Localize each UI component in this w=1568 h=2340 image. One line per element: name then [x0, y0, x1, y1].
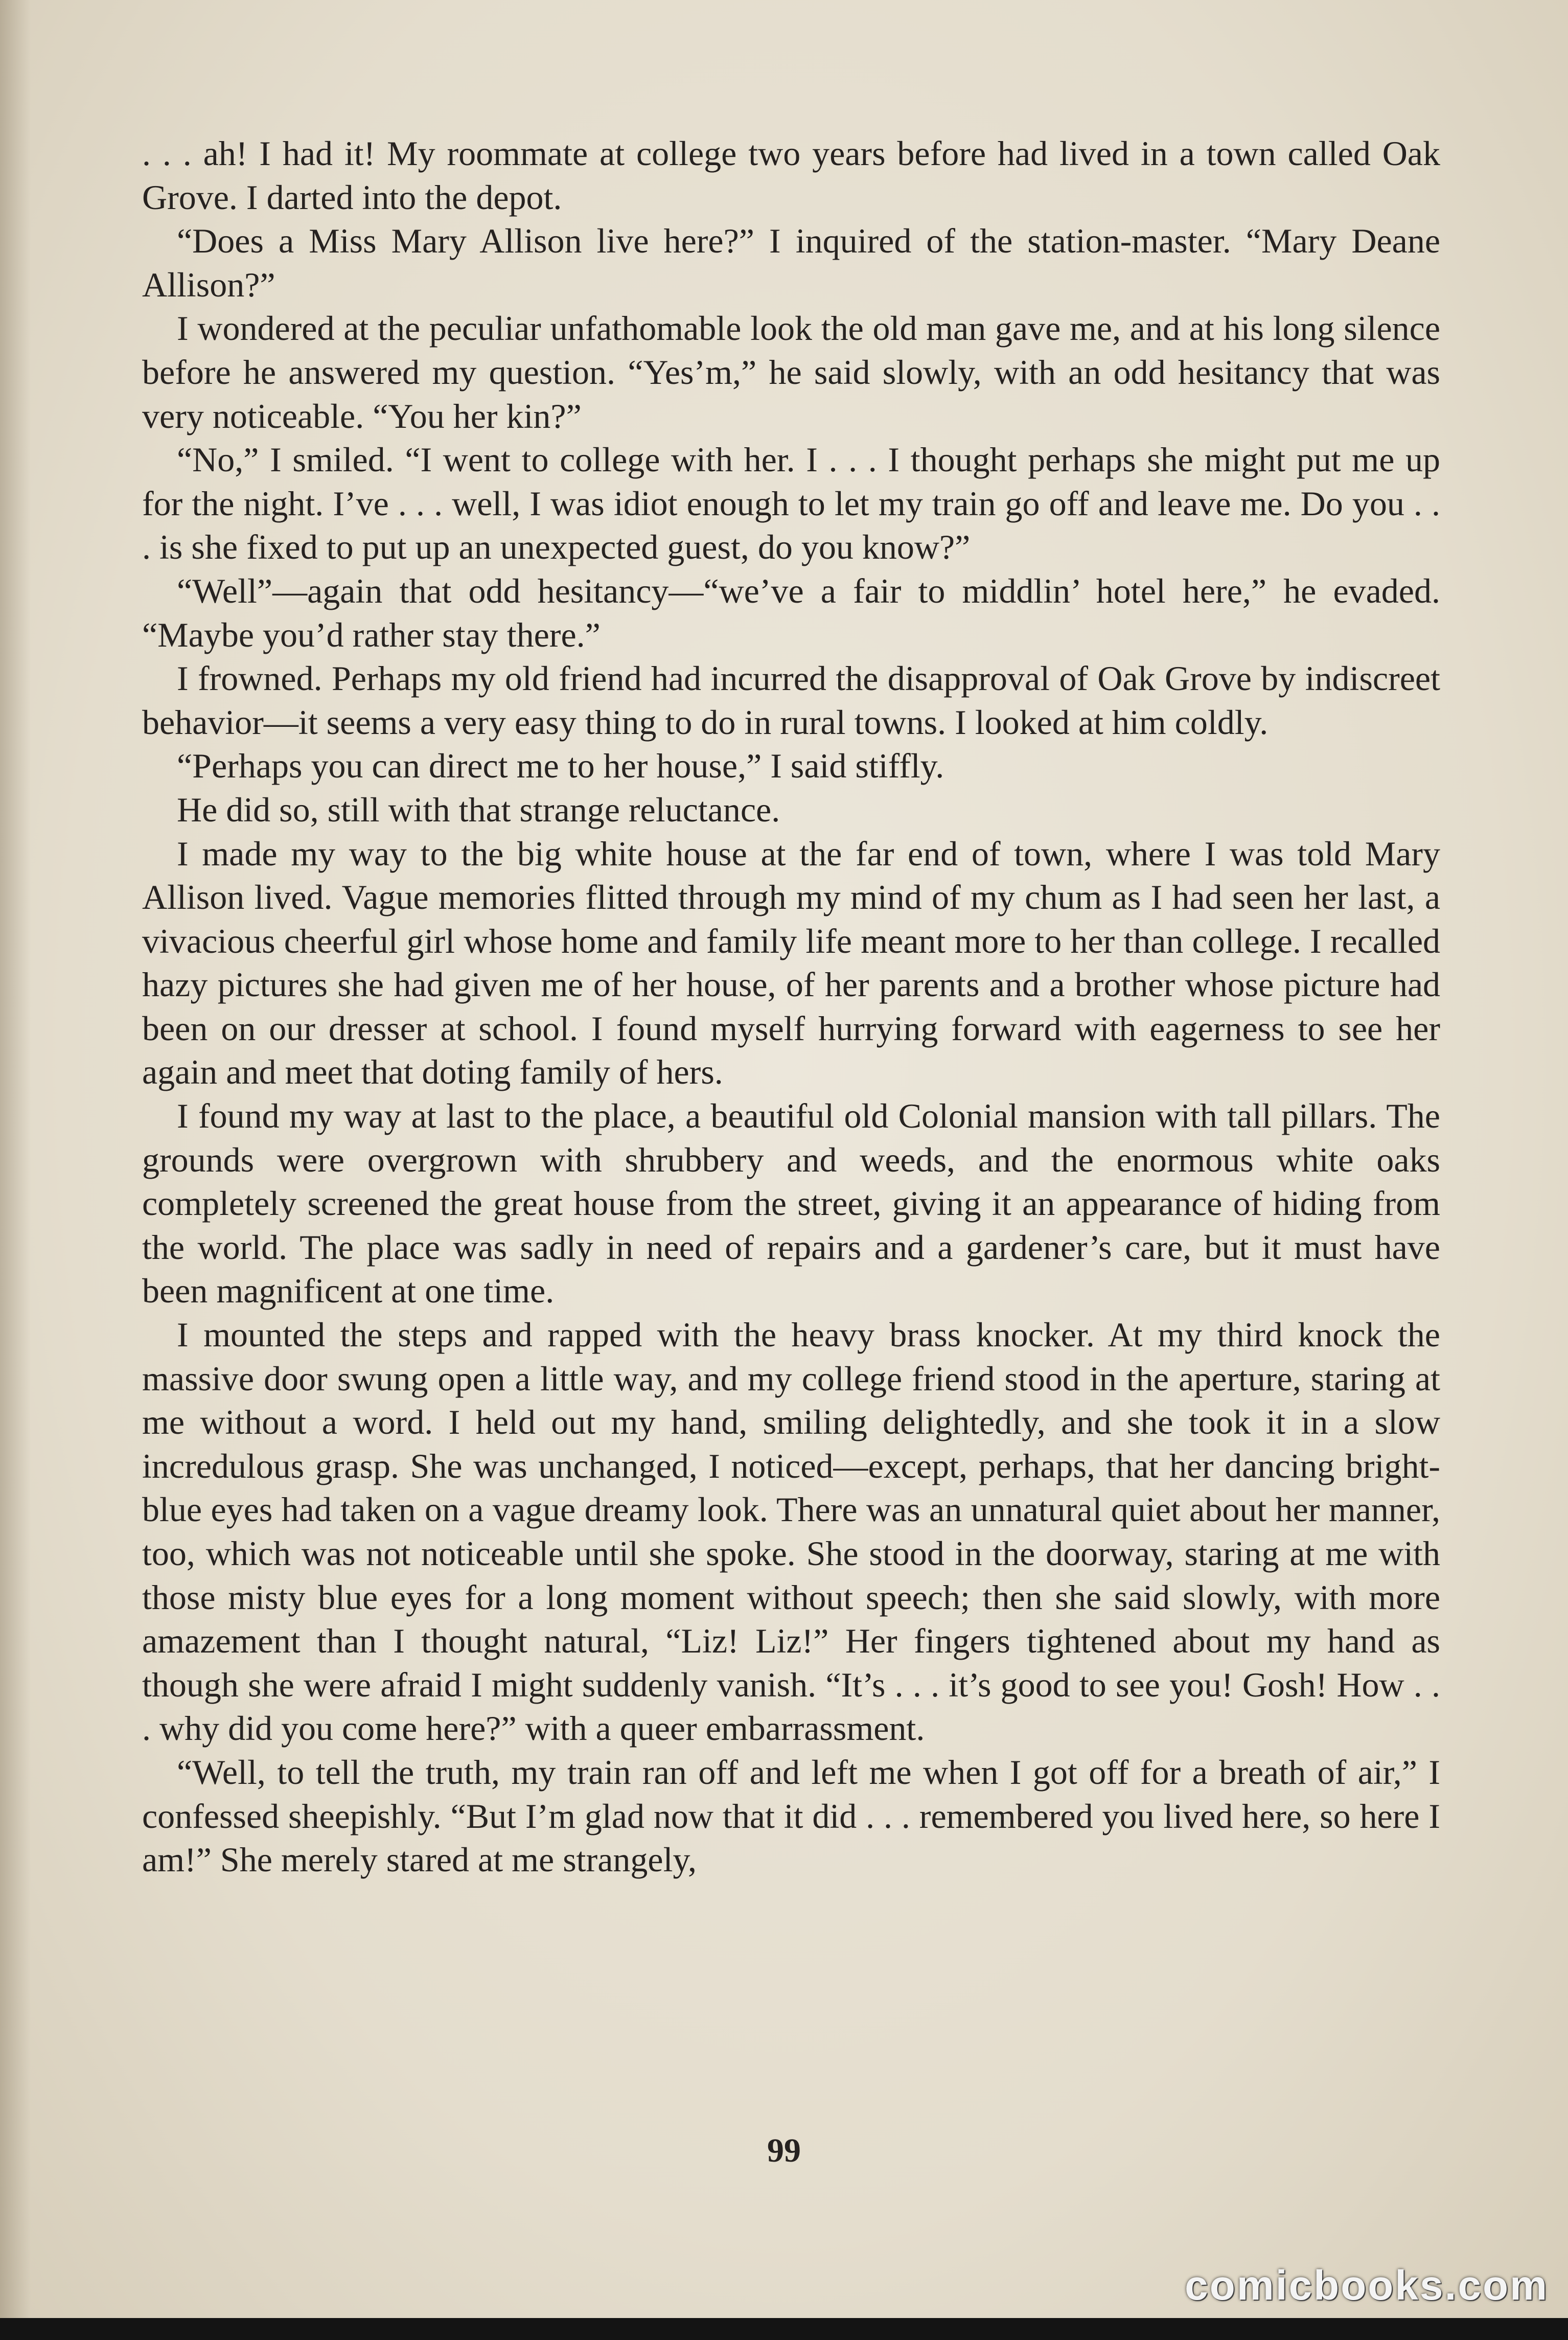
paragraph: I wondered at the peculiar unfathomable look the old man gave me, and at his long silence before he answered my question. “Yes’m,” he said slowly, with an odd hesitancy that was very noticeable. “You her kin?” [142, 309, 1440, 435]
paragraph: I made my way to the big white house at the far end of town, where I was told Mary Allison lived. Vague memories flitted through my mind of my chum as I had seen her last, a vivacious cheerful girl whose home and family life meant more to her than college. I recalled hazy pictures she had given me of her house, of her parents and a brother whose picture had been on our dresser at school. I found myself hurrying forward with eagerness to see her again and meet that doting family of hers. [142, 834, 1440, 1092]
spine-shadow [0, 0, 31, 2340]
scan-bottom-edge [0, 2318, 1568, 2340]
paragraph: “Well”—again that odd hesitancy—“we’ve a fair to middlin’ hotel here,” he evaded. “Maybe you’d rather stay there.” [142, 571, 1440, 654]
page-number: 99 [767, 2132, 801, 2169]
site-watermark: comicbooks.com [1185, 2262, 1549, 2309]
story-text [142, 132, 1440, 1882]
paragraph: “Perhaps you can direct me to her house,” I said stiffly. [177, 746, 944, 786]
paragraph: I mounted the steps and rapped with the heavy brass knocker. At my third knock the massive door swung open a little way, and my college friend stood in the aperture, staring at me without a word. I held out my hand, smiling delightedly, and she took it in a slow incredulous grasp. She was unchanged, I noticed—except, perhaps, that her dancing bright-blue eyes had taken on a vague dreamy look. There was an unnatural quiet about her manner, too, which was not noticeable until she spoke. She stood in the doorway, staring at me with those misty blue eyes for a long moment without speech; then she said slowly, with more amazement than I thought natural, “Liz! Liz!” Her fingers tightened about my hand as though she were afraid I might suddenly vanish. “It’s . . . it’s good to see you! Gosh! How . . . why did you come here?” with a queer embarrassment. [142, 1315, 1440, 1748]
paragraph: “No,” I smiled. “I went to college with her. I . . . I thought perhaps she might put me up for the night. I’ve . . . well, I was idiot enough to let my train go off and leave me. Do you . . . is she fixed to put up an unexpected guest, do you know?” [142, 440, 1440, 567]
paragraph: I frowned. Perhaps my old friend had incurred the disapproval of Oak Grove by indiscreet behavior—it seems a very easy thing to do in rural towns. I looked at him coldly. [142, 659, 1440, 742]
paragraph: . . . ah! I had it! My roommate at college two years before had lived in a town called Oak Grove. I darted into the depot. [142, 134, 1440, 217]
paragraph: “Well, to tell the truth, my train ran off and left me when I got off for a breath of air,” I confessed sheepishly. “But I’m glad now that it did . . . remembered you lived here, so here I am!” She merely stared at me strangely, [142, 1752, 1440, 1879]
paragraph: He did so, still with that strange reluctance. [177, 790, 780, 829]
paragraph: I found my way at last to the place, a beautiful old Colonial mansion with tall pillars. The grounds were overgrown with shrubbery and weeds, and the enormous white oaks completely screened the great house from the street, giving it an appearance of hiding from the world. The place was sadly in need of repairs and a gardener’s care, but it must have been magnificent at one time. [142, 1096, 1440, 1311]
paragraph: “Does a Miss Mary Allison live here?” I inquired of the station-master. “Mary Deane Allison?” [142, 221, 1440, 304]
